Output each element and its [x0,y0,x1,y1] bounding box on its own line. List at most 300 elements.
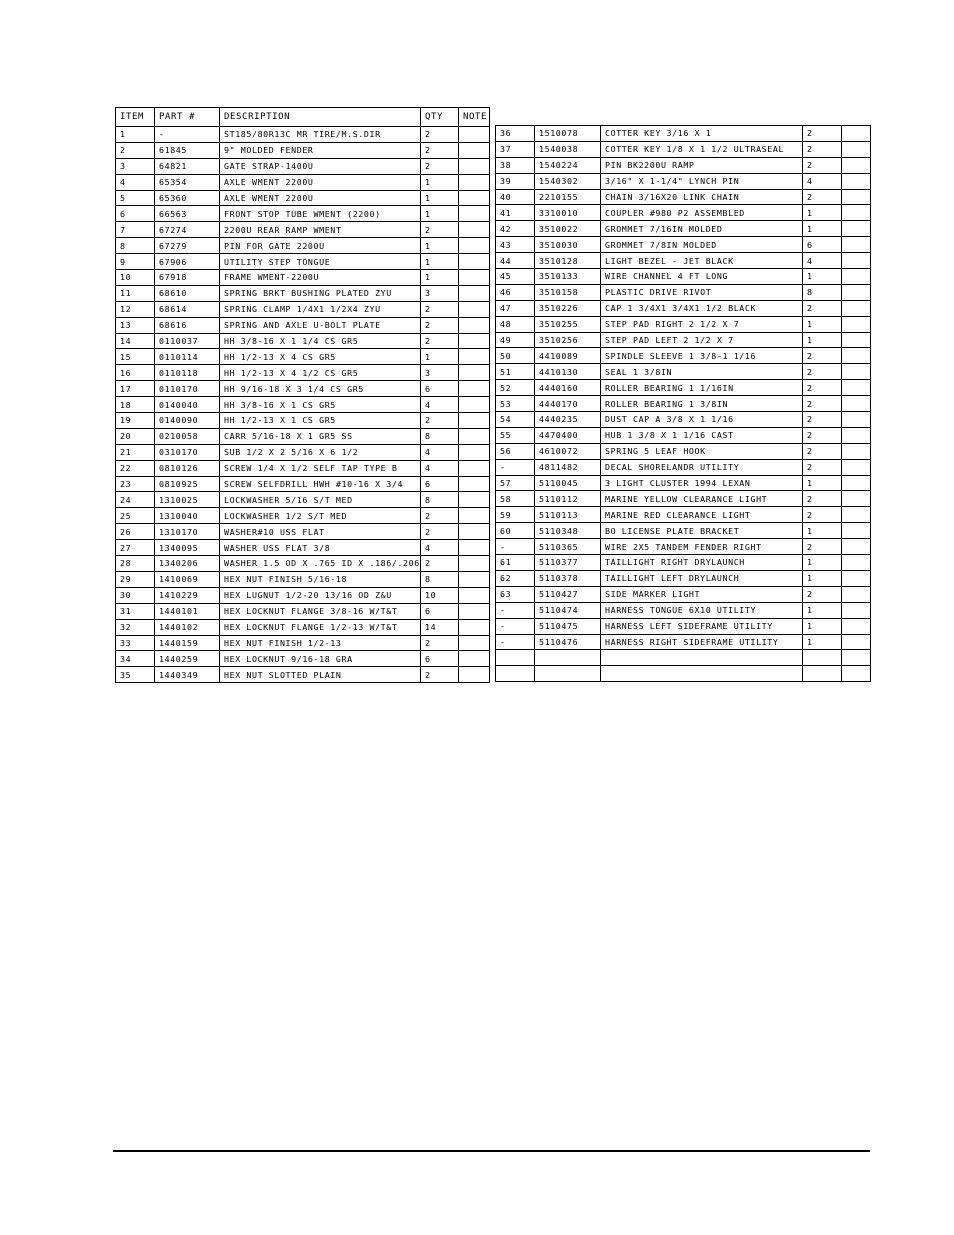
qty-cell: 1 [421,270,459,286]
table-row [496,586,871,602]
part-number-cell: 65354 [155,174,220,190]
note-cell [459,571,490,587]
description-cell: FRONT STOP TUBE WMENT (2200) [220,206,421,222]
table-row [116,524,490,540]
note-cell [842,253,871,269]
table-row [496,602,871,618]
item-cell: 55 [496,427,535,443]
table-row [496,205,871,221]
part-number-cell: 1440159 [155,635,220,651]
part-number-cell: 1410229 [155,587,220,603]
description-cell: SCREW SELFDRILL HWH #10-16 X 3/4 [220,476,421,492]
part-number-cell: 5110348 [535,523,601,539]
table-row [116,428,490,444]
qty-cell: 1 [803,475,842,491]
item-cell: 25 [116,508,155,524]
description-cell: STEP PAD LEFT 2 1/2 X 7 [601,332,803,348]
item-cell: 6 [116,206,155,222]
part-number-cell: 0810126 [155,460,220,476]
qty-cell: 2 [803,141,842,157]
note-cell [459,603,490,619]
note-cell [842,316,871,332]
item-cell [496,650,535,666]
note-cell [842,141,871,157]
description-cell: BO LICENSE PLATE BRACKET [601,523,803,539]
qty-cell: 2 [803,491,842,507]
qty-cell [803,666,842,682]
item-cell: 51 [496,364,535,380]
item-cell: 18 [116,397,155,413]
description-cell: PIN FOR GATE 2200U [220,238,421,254]
part-number-cell: 5110427 [535,586,601,602]
description-cell [601,666,803,682]
item-cell: - [496,459,535,475]
note-cell [459,349,490,365]
part-number-cell: 3310010 [535,205,601,221]
item-cell: 40 [496,189,535,205]
qty-cell: 1 [803,332,842,348]
qty-cell: 8 [421,492,459,508]
description-cell: 3/16" X 1-1/4" LYNCH PIN [601,173,803,189]
qty-cell: 2 [803,189,842,205]
part-number-cell: 0110037 [155,333,220,349]
description-cell: AXLE WMENT 2200U [220,190,421,206]
qty-cell: 10 [421,587,459,603]
qty-cell: 1 [421,238,459,254]
item-cell: 19 [116,413,155,429]
table-row [116,508,490,524]
note-cell [459,508,490,524]
description-cell: ROLLER BEARING 1 3/8IN [601,396,803,412]
qty-cell: 8 [421,428,459,444]
table-row [496,634,871,650]
qty-cell: 4 [421,397,459,413]
header-note: NOTE [459,108,490,127]
part-number-cell: 3510128 [535,253,601,269]
note-cell [842,443,871,459]
part-number-cell: 0140040 [155,397,220,413]
item-cell: 1 [116,127,155,143]
table-row [496,618,871,634]
item-cell: 54 [496,412,535,428]
table-row [116,190,490,206]
note-cell [842,300,871,316]
part-number-cell: - [155,127,220,143]
part-number-cell: 1540302 [535,173,601,189]
note-cell [842,618,871,634]
item-cell: 8 [116,238,155,254]
note-cell [842,459,871,475]
part-number-cell: 4610072 [535,443,601,459]
item-cell: 41 [496,205,535,221]
note-cell [842,396,871,412]
part-number-cell: 0810925 [155,476,220,492]
part-number-cell: 4470400 [535,427,601,443]
table-row [116,460,490,476]
item-cell: 59 [496,507,535,523]
part-number-cell: 1340206 [155,556,220,572]
note-cell [459,270,490,286]
item-cell: 10 [116,270,155,286]
description-cell: MARINE RED CLEARANCE LIGHT [601,507,803,523]
table-row [116,254,490,270]
table-row [116,492,490,508]
qty-cell: 8 [421,571,459,587]
table-row [116,270,490,286]
qty-cell: 3 [421,285,459,301]
qty-cell: 3 [421,365,459,381]
item-cell: 38 [496,157,535,173]
part-number-cell: 0110114 [155,349,220,365]
item-cell: 63 [496,586,535,602]
note-cell [459,190,490,206]
qty-cell: 2 [803,539,842,555]
item-cell: 17 [116,381,155,397]
table-row [496,348,871,364]
item-cell: 53 [496,396,535,412]
table-row [116,365,490,381]
note-cell [459,428,490,444]
part-number-cell: 3510255 [535,316,601,332]
table-row [496,491,871,507]
qty-cell: 1 [421,349,459,365]
qty-cell: 1 [803,316,842,332]
description-cell: UTILITY STEP TONGUE [220,254,421,270]
description-cell: HEX NUT FINISH 5/16-18 [220,571,421,587]
note-cell [842,157,871,173]
table-row [116,540,490,556]
description-cell: WIRE 2X5 TANDEM FENDER RIGHT [601,539,803,555]
description-cell: ROLLER BEARING 1 1/16IN [601,380,803,396]
table-row [496,253,871,269]
table-row [116,476,490,492]
part-number-cell: 3510158 [535,284,601,300]
note-cell [842,269,871,285]
note-cell [459,619,490,635]
qty-cell: 4 [803,253,842,269]
footer-rule [113,1150,870,1152]
description-cell: TAILLIGHT LEFT DRYLAUNCH [601,570,803,586]
table-row [116,667,490,683]
note-cell [459,142,490,158]
qty-cell: 2 [421,524,459,540]
table-row [116,603,490,619]
item-cell: 32 [116,619,155,635]
table-row [116,222,490,238]
part-number-cell: 4811482 [535,459,601,475]
table-row [116,158,490,174]
item-cell: 39 [496,173,535,189]
part-number-cell: 1310040 [155,508,220,524]
qty-cell: 6 [421,476,459,492]
part-number-cell: 65360 [155,190,220,206]
description-cell: STEP PAD RIGHT 2 1/2 X 7 [601,316,803,332]
part-number-cell: 0110118 [155,365,220,381]
note-cell [459,127,490,143]
note-cell [459,651,490,667]
qty-cell: 2 [803,459,842,475]
description-cell: CARR 5/16-18 X 1 GR5 SS [220,428,421,444]
description-cell: DUST CAP A 3/8 X 1 1/16 [601,412,803,428]
note-cell [842,412,871,428]
part-number-cell: 3510133 [535,269,601,285]
qty-cell: 2 [803,364,842,380]
table-row [116,174,490,190]
table-row [116,635,490,651]
item-cell: 11 [116,285,155,301]
part-number-cell: 1340095 [155,540,220,556]
description-cell: GATE STRAP-1400U [220,158,421,174]
part-number-cell: 1510078 [535,126,601,142]
qty-cell: 2 [421,413,459,429]
qty-cell: 2 [803,157,842,173]
description-cell: HARNESS TONGUE 6X10 UTILITY [601,602,803,618]
note-cell [842,189,871,205]
table-row [116,587,490,603]
table-row [116,556,490,572]
part-number-cell: 64821 [155,158,220,174]
part-number-cell: 4440160 [535,380,601,396]
item-cell: - [496,618,535,634]
item-cell: 56 [496,443,535,459]
note-cell [842,475,871,491]
note-cell [842,364,871,380]
part-number-cell: 5110474 [535,602,601,618]
item-cell: 60 [496,523,535,539]
note-cell [459,333,490,349]
description-cell: LOCKWASHER 1/2 S/T MED [220,508,421,524]
part-number-cell: 5110476 [535,634,601,650]
table-row [496,380,871,396]
item-cell: 57 [496,475,535,491]
part-number-cell: 5110377 [535,555,601,571]
table-row [496,332,871,348]
header-part-number: PART # [155,108,220,127]
qty-cell: 1 [803,269,842,285]
description-cell: HH 1/2-13 X 4 CS GR5 [220,349,421,365]
part-number-cell: 4440235 [535,412,601,428]
table-row [496,221,871,237]
note-cell [842,348,871,364]
description-cell: SPRING BRKT BUSHING PLATED ZYU [220,285,421,301]
note-cell [842,237,871,253]
description-cell: COTTER KEY 3/16 X 1 [601,126,803,142]
item-cell: 2 [116,142,155,158]
table-row [116,619,490,635]
note-cell [459,365,490,381]
description-cell: ST185/80R13C MR TIRE/M.S.DIR [220,127,421,143]
note-cell [459,460,490,476]
description-cell: WIRE CHANNEL 4 FT LONG [601,269,803,285]
qty-cell: 1 [803,602,842,618]
item-cell: 31 [116,603,155,619]
item-cell: 49 [496,332,535,348]
description-cell: MARINE YELLOW CLEARANCE LIGHT [601,491,803,507]
note-cell [459,317,490,333]
table-row [116,571,490,587]
part-number-cell: 1540038 [535,141,601,157]
part-number-cell: 1410069 [155,571,220,587]
table-row [496,126,871,142]
description-cell: HEX LOCKNUT FLANGE 3/8-16 W/T&T [220,603,421,619]
note-cell [459,476,490,492]
item-cell: 33 [116,635,155,651]
item-cell: 21 [116,444,155,460]
description-cell: HH 1/2-13 X 4 1/2 CS GR5 [220,365,421,381]
part-number-cell: 3510256 [535,332,601,348]
qty-cell: 14 [421,619,459,635]
qty-cell: 2 [803,396,842,412]
item-cell: 4 [116,174,155,190]
description-cell: COTTER KEY 1/8 X 1 1/2 ULTRASEAL [601,141,803,157]
part-number-cell [535,666,601,682]
table-row [116,444,490,460]
item-cell: 46 [496,284,535,300]
qty-cell: 4 [803,173,842,189]
description-cell: SPRING AND AXLE U-BOLT PLATE [220,317,421,333]
item-cell: - [496,539,535,555]
description-cell: HEX LUGNUT 1/2-20 13/16 OD Z&U [220,587,421,603]
description-cell: SPRING 5 LEAF HOOK [601,443,803,459]
note-cell [459,667,490,683]
qty-cell: 2 [421,142,459,158]
part-number-cell: 1440259 [155,651,220,667]
qty-cell: 2 [803,348,842,364]
qty-cell: 2 [803,427,842,443]
description-cell: HEX NUT SLOTTED PLAIN [220,667,421,683]
qty-cell: 2 [421,635,459,651]
item-cell: 50 [496,348,535,364]
table-row [116,381,490,397]
qty-cell: 2 [803,586,842,602]
description-cell: HEX LOCKNUT 9/16-18 GRA [220,651,421,667]
note-cell [842,126,871,142]
description-cell: LIGHT BEZEL - JET BLACK [601,253,803,269]
qty-cell: 6 [421,651,459,667]
item-cell: 48 [496,316,535,332]
description-cell: SIDE MARKER LIGHT [601,586,803,602]
part-number-cell: 0140090 [155,413,220,429]
item-cell: 26 [116,524,155,540]
description-cell: HEX NUT FINISH 1/2-13 [220,635,421,651]
qty-cell: 1 [803,618,842,634]
qty-cell [803,650,842,666]
item-cell: 13 [116,317,155,333]
note-cell [842,523,871,539]
description-cell: GROMMET 7/8IN MOLDED [601,237,803,253]
table-row [496,157,871,173]
description-cell: CHAIN 3/16X20 LINK CHAIN [601,189,803,205]
description-cell: SUB 1/2 X 2 5/16 X 6 1/2 [220,444,421,460]
part-number-cell: 5110378 [535,570,601,586]
table-row [116,238,490,254]
qty-cell: 2 [421,317,459,333]
description-cell: SPINDLE SLEEVE 1 3/8-1 1/16 [601,348,803,364]
qty-cell: 4 [421,460,459,476]
table-row [116,285,490,301]
table-row [496,650,871,666]
table-row [116,127,490,143]
note-cell [842,427,871,443]
description-cell: AXLE WMENT 2200U [220,174,421,190]
part-number-cell: 5110365 [535,539,601,555]
item-cell: 45 [496,269,535,285]
part-number-cell: 5110112 [535,491,601,507]
item-cell: 12 [116,301,155,317]
note-cell [459,238,490,254]
qty-cell: 2 [803,443,842,459]
item-cell: 28 [116,556,155,572]
note-cell [459,397,490,413]
table-row [116,349,490,365]
item-cell: 16 [116,365,155,381]
part-number-cell: 1440101 [155,603,220,619]
part-number-cell: 3510022 [535,221,601,237]
header-qty: QTY [421,108,459,127]
table-row [496,539,871,555]
item-cell: 52 [496,380,535,396]
table-row [496,189,871,205]
qty-cell: 2 [421,222,459,238]
description-cell: 3 LIGHT CLUSTER 1994 LEXAN [601,475,803,491]
part-number-cell: 4410089 [535,348,601,364]
description-cell: HARNESS RIGHT SIDEFRAME UTILITY [601,634,803,650]
note-cell [459,413,490,429]
description-cell: PLASTIC DRIVE RIVOT [601,284,803,300]
table-row [496,173,871,189]
note-cell [459,492,490,508]
item-cell: 27 [116,540,155,556]
item-cell: 20 [116,428,155,444]
item-cell: - [496,602,535,618]
qty-cell: 2 [803,126,842,142]
note-cell [842,491,871,507]
part-number-cell: 1310025 [155,492,220,508]
table-row [496,284,871,300]
item-cell: 47 [496,300,535,316]
item-cell: 42 [496,221,535,237]
qty-cell: 2 [803,300,842,316]
item-cell: 22 [116,460,155,476]
note-cell [842,570,871,586]
description-cell: COUPLER #980 P2 ASSEMBLED [601,205,803,221]
note-cell [459,556,490,572]
qty-cell: 8 [803,284,842,300]
part-number-cell: 4440170 [535,396,601,412]
part-number-cell: 1440349 [155,667,220,683]
parts-list-table-left [115,107,490,683]
part-number-cell: 0210058 [155,428,220,444]
qty-cell: 2 [421,667,459,683]
description-cell: HH 9/16-18 X 3 1/4 CS GR5 [220,381,421,397]
qty-cell: 1 [803,523,842,539]
part-number-cell [535,650,601,666]
qty-cell: 6 [803,237,842,253]
description-cell: HARNESS LEFT SIDEFRAME UTILITY [601,618,803,634]
table-row [496,523,871,539]
table-row [496,237,871,253]
table-row [496,443,871,459]
item-cell: 58 [496,491,535,507]
description-cell: DECAL SHORELANDR UTILITY [601,459,803,475]
qty-cell: 6 [421,603,459,619]
part-number-cell: 1540224 [535,157,601,173]
note-cell [842,507,871,523]
note-cell [459,222,490,238]
table-row [116,142,490,158]
description-cell: HUB 1 3/8 X 1 1/16 CAST [601,427,803,443]
item-cell: 15 [116,349,155,365]
